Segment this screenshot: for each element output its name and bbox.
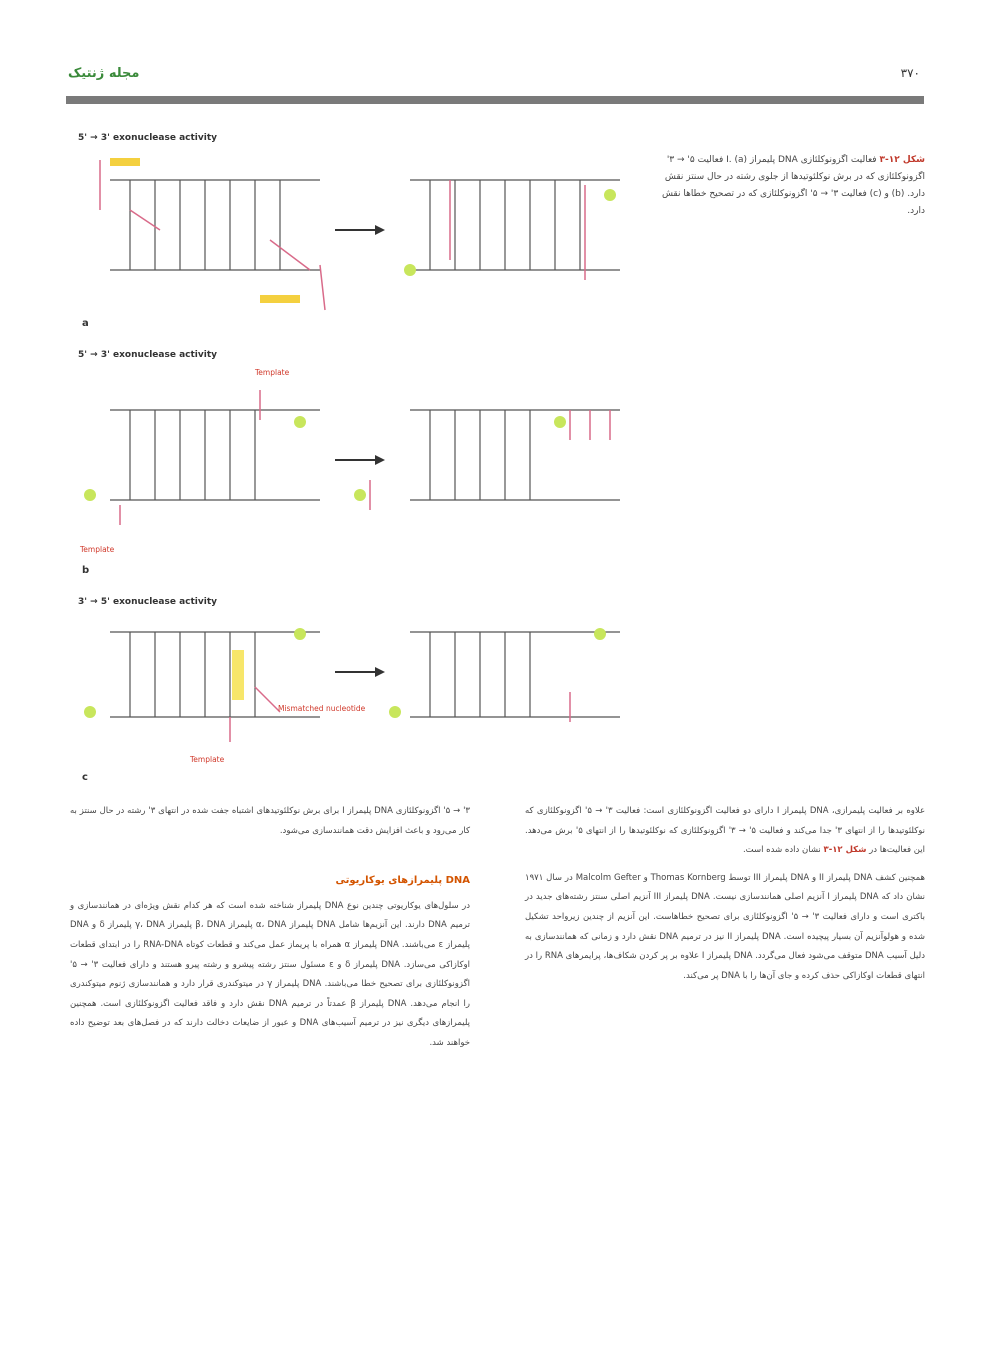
journal-title: مجله ژنتیک xyxy=(68,66,140,81)
panel-a-label: 5' → 3' exonuclease activity xyxy=(78,133,217,143)
figure-panel-c xyxy=(70,612,670,812)
note-template-top: Template xyxy=(255,368,290,377)
section-heading: DNA پلیمرازهای یوکاریوتی xyxy=(335,875,470,887)
caption-label: شکل ۱۲-۳ xyxy=(879,155,925,165)
figure-reference: شکل ۱۲-۳ xyxy=(823,845,867,856)
nucleotide-marker xyxy=(604,189,616,201)
panel-c-label: 3' → 5' exonuclease activity xyxy=(78,597,217,607)
reaction-arrowhead xyxy=(375,667,385,677)
right-paragraph-1 xyxy=(525,802,925,861)
dna-strand-right xyxy=(410,410,620,500)
nucleotide-marker xyxy=(554,416,566,428)
dna-strand-left xyxy=(110,410,320,500)
note-template-c: Template xyxy=(190,755,225,764)
right-paragraph-1-end: نشان داده شده است. xyxy=(742,845,824,856)
panel-a-letter: a xyxy=(82,318,89,329)
dna-strand-right xyxy=(410,180,620,270)
dna-strand-left xyxy=(110,180,320,270)
cleavage-line xyxy=(450,180,585,280)
nucleotide-marker xyxy=(594,628,606,640)
figure-panel-a xyxy=(70,150,670,350)
primer-highlight xyxy=(260,295,300,303)
cleavage-line xyxy=(370,410,610,510)
nucleotide-marker xyxy=(294,416,306,428)
nucleotide-marker xyxy=(84,706,96,718)
figure-caption xyxy=(650,152,925,220)
primer-highlight xyxy=(110,158,140,166)
panel-b-letter: b xyxy=(82,565,90,576)
note-mismatched-nucleotide: Mismatched nucleotide xyxy=(278,704,366,713)
right-paragraph-2: همچنین کشف DNA پلیمراز II و DNA پلیمراز III توسط Thomas Kornberg و Malcolm Gefter در سال ۱۹۷۱ نشان داد که DNA پلیمراز I آنزیم اصلی همانندسازی نیست. DNA پلیمراز III آنزیم اصلی سنتز رشته‌های جدید در باکتری است و دارای فعالیت ۳' → ۵' اگزونوکلئازی برای تصحیح خطاهاست. این آنزیم از چندین زیرواحد تشکیل شده و هولوآنزیم آن بسیار پیچیده است. DNA پلیمراز II نیز در ترمیم DNA نقش دارد و زمانی که همانندسازی به دلیل آسیب DNA متوقف می‌شود فعال می‌گردد. DNA پلیمراز I علاوه بر پر کردن شکاف‌ها، پرایمرهای RNA را در انتهای قطعات اوکازاکی حذف کرده و جای آن‌ها را با DNA پر می‌کند. xyxy=(525,872,926,981)
caption-text: فعالیت اگزونوکلئازی DNA پلیمراز I. (a) فعالیت ۵' → ۳' اگزونوکلئازی که در برش نوکلئوتیدها از جلوی رشته در حال سنتز نقش دارد. (b) و (c) فعالیت ۳' → ۵' اگزونوکلئازی که در تصحیح خطاها نقش دارد. xyxy=(661,155,925,216)
panel-b-label: 5' → 3' exonuclease activity xyxy=(78,350,217,360)
left-column xyxy=(70,802,470,1054)
nucleotide-marker xyxy=(354,489,366,501)
figure-panel-b xyxy=(70,380,670,580)
reaction-arrowhead xyxy=(375,455,385,465)
panel-c-letter: c xyxy=(82,772,88,783)
left-intro-paragraph: ۳' → ۵' اگزونوکلئازی DNA پلیمراز I برای برش نوکلئوتیدهای اشتباه جفت شده در انتهای ۳' رشته در حال سنتز به کار می‌رود و باعث افزایش دقت همانندسازی می‌شود. xyxy=(70,806,470,836)
dna-strand-right xyxy=(410,632,620,717)
page-number: ۳۷۰ xyxy=(900,66,920,80)
reaction-arrowhead xyxy=(375,225,385,235)
nucleotide-marker xyxy=(389,706,401,718)
right-column xyxy=(525,802,925,986)
nucleotide-marker xyxy=(404,264,416,276)
dna-diagram-a xyxy=(70,150,670,320)
nucleotide-marker xyxy=(84,489,96,501)
dna-diagram-b xyxy=(70,380,670,550)
dna-diagram-c xyxy=(70,612,670,782)
header-rule xyxy=(66,96,924,104)
mismatch-highlight xyxy=(232,650,244,700)
left-body-paragraph: در سلول‌های یوکاریوتی چندین نوع DNA پلیمراز شناخته شده است که هر کدام نقش ویژه‌ای در همانندسازی و ترمیم DNA دارند. این آنزیم‌ها شامل DNA پلیمراز α، DNA پلیمراز β، DNA پلیمراز γ، DNA پلیمراز δ و DNA پلیمراز ε می‌باشند. DNA پلیمراز α همراه با پریماز عمل می‌کند و قطعات کوتاه RNA-DNA را در ابتدای قطعات اوکازاکی می‌سازد. DNA پلیمراز δ و ε مسئول سنتز رشته پیشرو و رشته پیرو هستند و دارای فعالیت ۳' → ۵' اگزونوکلئازی برای تصحیح خطا می‌باشند. DNA پلیمراز γ در میتوکندری قرار دارد و همانندسازی ژنوم میتوکندری را انجام می‌دهد. DNA پلیمراز β عمدتاً در ترمیم DNA نقش دارد و فاقد فعالیت اگزونوکلئازی است. همچنین پلیمرازهای دیگری نیز در ترمیم آسیب‌های DNA و عبور از ضایعات دخالت دارند که در فصل‌های بعد توضیح داده خواهند شد. xyxy=(70,900,471,1048)
note-template-bottom: Template xyxy=(80,545,115,554)
right-paragraph-1-text: علاوه بر فعالیت پلیمرازی، DNA پلیمراز I دارای دو فعالیت اگزونوکلئازی است: فعالیت ۳' → ۵' اگزونوکلئازی که نوکلئوتیدها را از انتهای ۳' جدا می‌کند و فعالیت ۵' → ۳' اگزونوکلئازی که نوکلئوتیدها را از انتهای ۵' برش می‌دهد. این فعالیت‌ها در xyxy=(525,806,926,856)
nucleotide-marker xyxy=(294,628,306,640)
